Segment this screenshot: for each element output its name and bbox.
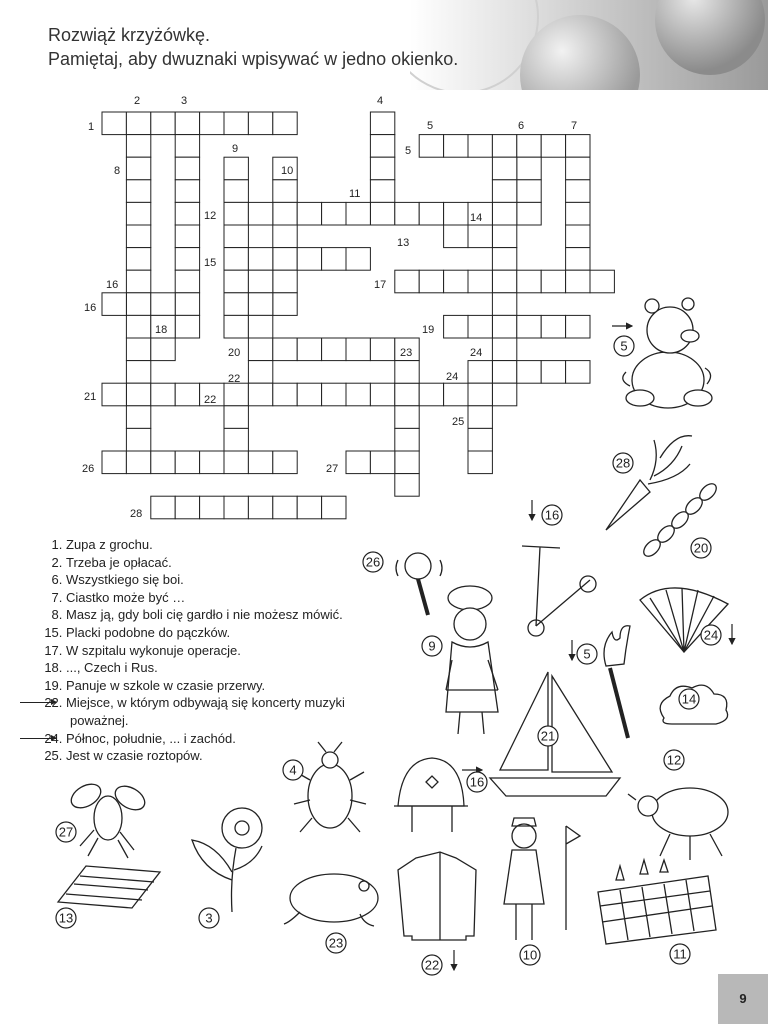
picture-label-beetle: [664, 750, 684, 770]
clue-text: Placki podobne do pączków.: [66, 624, 231, 640]
helmet-picture: [394, 758, 468, 832]
svg-text:21: 21: [540, 728, 556, 744]
grid-number: 23: [400, 347, 413, 359]
picture-label-fly: [56, 822, 76, 842]
grid-number: 2: [134, 95, 141, 107]
grid-number: 22: [228, 373, 241, 385]
picture-label-scooter: [542, 505, 562, 525]
clue-number: 18.: [44, 660, 66, 676]
picture-label-beetle: [283, 760, 303, 780]
svg-text:27: 27: [58, 824, 74, 840]
picture-label-roof: [56, 908, 76, 928]
clue-text: Zupa z grochu.: [66, 537, 153, 552]
grid-number: 11: [349, 188, 361, 200]
clue-number: 7.: [51, 589, 66, 605]
svg-text:16: 16: [544, 507, 560, 523]
clue-text: Trzeba je opłacać.: [66, 554, 172, 570]
winnie-the-pooh-picture: [623, 298, 712, 408]
grid-number: 7: [571, 120, 578, 132]
clue-number: 17.: [44, 642, 66, 658]
grid-number: 4: [377, 95, 384, 107]
svg-text:26: 26: [365, 554, 381, 570]
scout-girl-picture: [504, 818, 580, 940]
svg-text:11: 11: [673, 946, 687, 962]
clue-text: Wszystkiego się boi.: [66, 572, 184, 588]
toad-picture: [284, 874, 378, 926]
picture-label-aster-flower: [199, 908, 219, 928]
instruction-line-1: Rozwiąż krzyżówkę.: [48, 25, 211, 45]
clue-text: Miejsce, w którym odbywają się koncerty muzyki: [66, 695, 345, 711]
rattle-picture: [396, 553, 442, 615]
grid-number: 15: [204, 257, 217, 269]
svg-text:4: 4: [289, 762, 297, 778]
grid-number: 26: [82, 463, 95, 475]
clue-text: Jest w czasie roztopów.: [66, 748, 203, 764]
grid-number: 25: [452, 416, 465, 428]
grid-number: 14: [470, 212, 483, 224]
grid-number: 6: [518, 120, 525, 132]
grid-number: 21: [84, 391, 97, 403]
clue-text: Masz ją, gdy boli cię gardło i nie możesz mówić.: [66, 607, 343, 623]
grid-number: 28: [130, 508, 143, 520]
grid-number: 1: [88, 121, 95, 133]
grid-number: 24: [446, 371, 459, 383]
aster-flower-picture: [192, 808, 262, 912]
clue-number: 2.: [51, 554, 66, 570]
beetle-picture: [628, 788, 728, 860]
grid-number: 24: [470, 347, 483, 359]
picture-label-helmet: [467, 772, 487, 792]
grid-number: 5: [427, 120, 434, 132]
clue-number: 1.: [51, 537, 66, 552]
grid-number: 3: [181, 95, 188, 107]
grid-number: 20: [228, 347, 241, 359]
picture-label-cook: [422, 636, 442, 656]
clue-number: 22.: [44, 695, 66, 711]
picture-number-labels: [56, 326, 732, 975]
svg-text:9: 9: [428, 638, 436, 654]
picture-label-winnie-the-pooh: [614, 336, 634, 356]
beetle-small-picture: [294, 742, 366, 832]
torch-picture: [604, 626, 630, 738]
svg-text:22: 22: [424, 957, 440, 973]
clue-number: 19.: [44, 677, 66, 693]
clue-number: 25.: [44, 748, 66, 764]
picture-label-chessboard: [670, 944, 690, 964]
grid-number: 22: [204, 394, 217, 406]
page-number: 9: [718, 974, 768, 1024]
svg-text:16: 16: [469, 774, 485, 790]
svg-text:5: 5: [583, 646, 591, 662]
instruction-line-2: Pamiętaj, aby dwuznaki wpisywać w jedno okienko.: [48, 49, 459, 69]
grid-number: 16: [106, 279, 119, 291]
scooter-picture: [522, 546, 596, 636]
picture-label-torch: [577, 644, 597, 664]
picture-label-toad: [326, 933, 346, 953]
picture-label-cloud: [679, 689, 699, 709]
grid-number: 9: [232, 143, 239, 155]
clue-text: poważnej.: [70, 712, 129, 728]
svg-text:3: 3: [205, 910, 213, 926]
clue-text: ..., Czech i Rus.: [66, 660, 158, 676]
carrot-picture: [606, 436, 692, 530]
clue-number: 24.: [44, 730, 66, 746]
chessboard-picture: [598, 860, 716, 944]
clue-number: 6.: [51, 572, 66, 588]
svg-text:12: 12: [666, 752, 682, 768]
grid-number: 19: [422, 324, 435, 336]
picture-label-rattle: [363, 552, 383, 572]
picture-label-hand-fan: [701, 625, 721, 645]
clue-number: 8.: [51, 607, 66, 623]
picture-label-chain: [691, 538, 711, 558]
picture-label-carrot: [613, 453, 633, 473]
picture-label-lab-coat: [422, 955, 442, 975]
grid-number: 13: [397, 237, 410, 249]
clue-text: W szpitalu wykonuje operacje.: [66, 642, 241, 658]
clue-text: Północ, południe, ... i zachód.: [66, 730, 236, 746]
clue-text: Panuje w szkole w czasie przerwy.: [66, 677, 266, 693]
lab-coat-picture: [398, 852, 476, 940]
grid-number: 18: [155, 324, 168, 336]
svg-text:10: 10: [522, 947, 538, 963]
grid-number: 5: [405, 145, 412, 157]
grid-number: 16: [84, 302, 97, 314]
fly-picture: [67, 779, 149, 858]
grid-number: 12: [204, 210, 217, 222]
grid-number: 8: [114, 165, 121, 177]
grid-number: 10: [281, 165, 294, 177]
svg-text:28: 28: [615, 455, 631, 471]
picture-label-sailboat: [538, 726, 558, 746]
grid-number: 27: [326, 463, 339, 475]
roof-picture: [58, 866, 160, 908]
picture-label-scout-girl: [520, 945, 540, 965]
svg-text:13: 13: [58, 910, 74, 926]
svg-text:14: 14: [681, 691, 697, 707]
svg-text:24: 24: [703, 627, 719, 643]
clue-number: 15.: [44, 624, 66, 640]
svg-text:23: 23: [328, 935, 344, 951]
grid-number: 17: [374, 279, 387, 291]
clue-text: Ciastko może być …: [66, 589, 186, 605]
cook-picture: [446, 586, 498, 734]
svg-text:5: 5: [620, 338, 628, 354]
svg-text:20: 20: [693, 540, 709, 556]
